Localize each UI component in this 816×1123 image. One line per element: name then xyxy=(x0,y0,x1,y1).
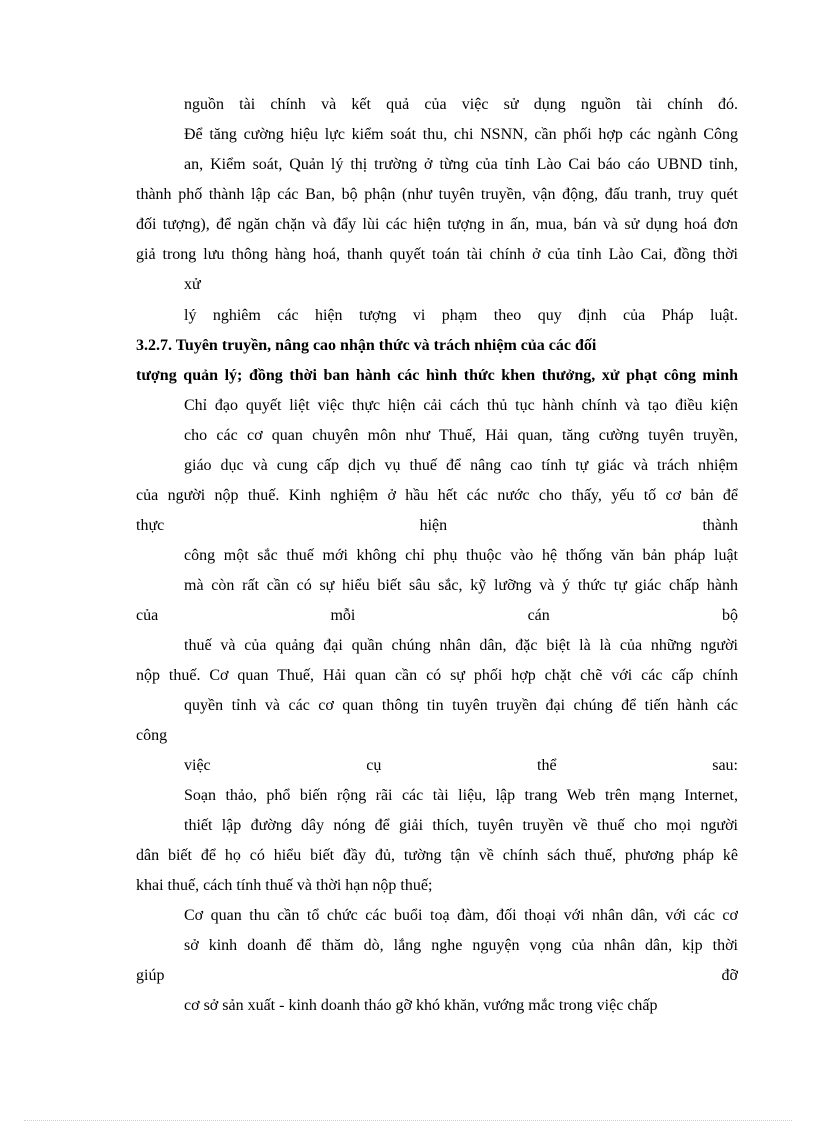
text-line: của mỗi cán bộ xyxy=(136,607,738,624)
text-line: thiết lập đường dây nóng để giải thích, tuyên truyền về thuế cho mọi người xyxy=(184,817,738,834)
text-line: giúp đỡ xyxy=(136,967,738,984)
text-line: Chỉ đạo quyết liệt việc thực hiện cải cách thủ tục hành chính và tạo điều kiện xyxy=(184,397,738,414)
text-line: xử xyxy=(184,276,201,293)
text-line: thuế và của quảng đại quần chúng nhân dân, đặc biệt là là của những người xyxy=(184,637,738,654)
text-line: của người nộp thuế. Kinh nghiệm ở hầu hết các nước cho thấy, yếu tố cơ bản để xyxy=(136,487,738,504)
text-line: cơ sở sản xuất - kinh doanh tháo gỡ khó khăn, vướng mắc trong việc chấp xyxy=(184,997,658,1014)
text-line: Cơ quan thu cần tổ chức các buổi toạ đàm, đối thoại với nhân dân, với các cơ xyxy=(184,907,738,924)
text-line: lý nghiêm các hiện tượng vi phạm theo quy định của Pháp luật. xyxy=(184,307,738,324)
text-line: việc cụ thể sau: xyxy=(184,757,738,774)
text-line: quyền tỉnh và các cơ quan thông tin tuyên truyền đại chúng để tiến hành các xyxy=(184,697,738,714)
page-bottom-divider xyxy=(24,1120,792,1121)
text-line: đối tượng), để ngăn chặn và đẩy lùi các hiện tượng in ấn, mua, bán và sử dụng hoá đơn xyxy=(136,216,738,233)
text-line: Soạn thảo, phổ biến rộng rãi các tài liệu, lập trang Web trên mạng Internet, xyxy=(184,787,738,804)
text-line: giáo dục và cung cấp dịch vụ thuế để nâng cao tính tự giác và trách nhiệm xyxy=(184,457,738,474)
text-line: công xyxy=(136,727,168,744)
text-line: an, Kiểm soát, Quản lý thị trường ở từng của tỉnh Lào Cai báo cáo UBND tỉnh, xyxy=(184,156,738,173)
section-heading: 3.2.7. Tuyên truyền, nâng cao nhận thức và trách nhiệm của các đối xyxy=(136,337,597,354)
text-line: nộp thuế. Cơ quan Thuế, Hải quan cần có sự phối hợp chặt chẽ với các cấp chính xyxy=(136,667,738,684)
text-line: cho các cơ quan chuyên môn như Thuế, Hải quan, tăng cường tuyên truyền, xyxy=(184,427,738,444)
text-line: Để tăng cường hiệu lực kiểm soát thu, chi NSNN, cần phối hợp các ngành Công xyxy=(184,126,738,143)
text-line: công một sắc thuế mới không chỉ phụ thuộc vào hệ thống văn bản pháp luật xyxy=(184,547,738,564)
text-line: giả trong lưu thông hàng hoá, thanh quyết toán tài chính ở của tỉnh Lào Cai, đồng thời xyxy=(136,246,738,263)
text-line: dân biết để họ có hiểu biết đầy đủ, tường tận về chính sách thuế, phương pháp kê xyxy=(136,847,738,864)
text-line: nguồn tài chính và kết quả của việc sử dụng nguồn tài chính đó. xyxy=(184,96,738,113)
text-line: thực hiện thành xyxy=(136,517,738,534)
text-line: mà còn rất cần có sự hiểu biết sâu sắc, kỹ lưỡng và ý thức tự giác chấp hành xyxy=(184,577,738,594)
text-line: thành phố thành lập các Ban, bộ phận (như tuyên truyền, vận động, đấu tranh, truy quét xyxy=(136,186,738,203)
section-heading: tượng quản lý; đồng thời ban hành các hình thức khen thưởng, xử phạt công minh xyxy=(136,367,738,384)
text-line: khai thuế, cách tính thuế và thời hạn nộp thuế; xyxy=(136,877,433,894)
text-line: sở kinh doanh để thăm dò, lắng nghe nguyện vọng của nhân dân, kịp thời xyxy=(184,937,738,954)
